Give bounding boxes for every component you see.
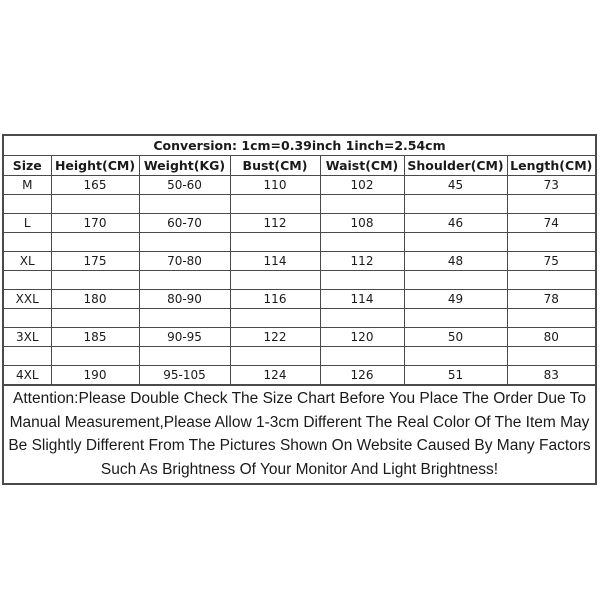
cell-shoulder: 50 [404, 328, 507, 347]
header-weight: Weight(KG) [139, 156, 230, 176]
cell-waist: 108 [320, 214, 404, 233]
cell-bust: 110 [230, 176, 320, 195]
table-row [4, 366, 595, 385]
cell-weight: 70-80 [139, 252, 230, 271]
cell-waist: 112 [320, 252, 404, 271]
note-line: Such As Brightness Of Your Monitor And Light Brightness! [100, 460, 499, 478]
cell-weight: 50-60 [139, 176, 230, 195]
blank-row [4, 195, 595, 214]
cell-size: 3XL [4, 328, 51, 347]
cell-bust: 124 [230, 366, 320, 385]
cell-length: 80 [507, 328, 595, 347]
conversion-text: Conversion: 1cm=0.39inch 1inch=2.54cm [4, 136, 595, 156]
cell-weight: 95-105 [139, 366, 230, 385]
cell-weight: 60-70 [139, 214, 230, 233]
header-shoulder: Shoulder(CM) [404, 156, 507, 176]
blank-row [4, 233, 595, 252]
cell-bust: 112 [230, 214, 320, 233]
header-waist: Waist(CM) [320, 156, 404, 176]
cell-shoulder: 48 [404, 252, 507, 271]
cell-size: 4XL [4, 366, 51, 385]
cell-size: L [4, 214, 51, 233]
note-line: Attention:Please Double Check The Size Chart Before You Place The Order Due To [13, 390, 586, 407]
cell-shoulder: 51 [404, 366, 507, 385]
cell-length: 74 [507, 214, 595, 233]
header-size: Size [4, 156, 51, 176]
cell-height: 170 [51, 214, 139, 233]
cell-size: M [4, 176, 51, 195]
attention-note [4, 385, 595, 483]
cell-weight: 90-95 [139, 328, 230, 347]
cell-shoulder: 45 [404, 176, 507, 195]
cell-height: 190 [51, 366, 139, 385]
size-chart [2, 134, 597, 485]
cell-height: 180 [51, 290, 139, 309]
cell-size: XXL [4, 290, 51, 309]
cell-waist: 102 [320, 176, 404, 195]
header-height: Height(CM) [51, 156, 139, 176]
table-row [4, 176, 595, 195]
cell-waist: 126 [320, 366, 404, 385]
blank-row [4, 271, 595, 290]
conversion-row [4, 136, 595, 156]
cell-bust: 114 [230, 252, 320, 271]
note-line: Manual Measurement,Please Allow 1-3cm Different The Real Color Of The Item May [9, 413, 590, 431]
cell-bust: 122 [230, 328, 320, 347]
blank-row [4, 347, 595, 366]
cell-height: 175 [51, 252, 139, 271]
header-length: Length(CM) [507, 156, 595, 176]
header-bust: Bust(CM) [230, 156, 320, 176]
cell-height: 165 [51, 176, 139, 195]
cell-shoulder: 49 [404, 290, 507, 309]
cell-weight: 80-90 [139, 290, 230, 309]
table-row [4, 214, 595, 233]
table-row [4, 252, 595, 271]
table-row [4, 328, 595, 347]
blank-row [4, 309, 595, 328]
header-row [4, 156, 595, 176]
cell-height: 185 [51, 328, 139, 347]
cell-waist: 114 [320, 290, 404, 309]
cell-waist: 120 [320, 328, 404, 347]
table-row [4, 290, 595, 309]
note-line: Be Slightly Different From The Pictures Shown On Website Caused By Many Factors [8, 437, 591, 454]
cell-length: 83 [507, 366, 595, 385]
cell-size: XL [4, 252, 51, 271]
size-table [4, 136, 595, 385]
cell-shoulder: 46 [404, 214, 507, 233]
cell-length: 73 [507, 176, 595, 195]
cell-length: 78 [507, 290, 595, 309]
cell-bust: 116 [230, 290, 320, 309]
cell-length: 75 [507, 252, 595, 271]
